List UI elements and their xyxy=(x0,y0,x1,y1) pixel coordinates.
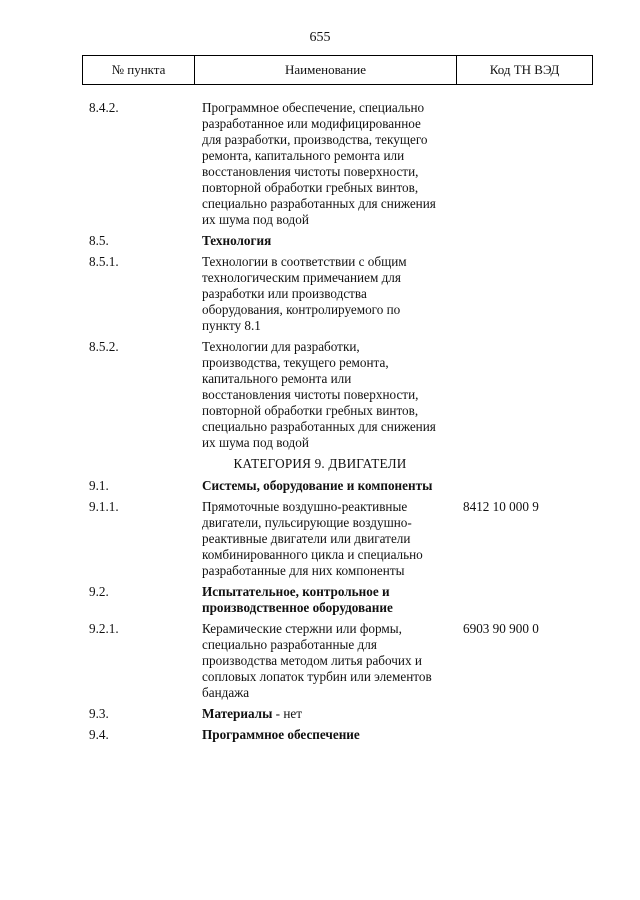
item-name-line: Технологии в соответствии с общим xyxy=(202,254,407,269)
item-name-line: разработки или производства xyxy=(202,286,367,301)
item-number: 9.3. xyxy=(89,706,109,721)
item-name-line: разработанное или модифицированное xyxy=(202,116,421,131)
item-name-line: производства методом литья рабочих и xyxy=(202,653,422,668)
table-body xyxy=(0,100,640,748)
table-row xyxy=(0,100,640,228)
item-name-line: повторной обработки гребных винтов, xyxy=(202,180,419,195)
item-number: 9.4. xyxy=(89,727,109,742)
category-heading: КАТЕГОРИЯ 9. ДВИГАТЕЛИ xyxy=(233,456,407,471)
item-name-line: Системы, оборудование и компоненты xyxy=(202,478,433,493)
item-name-line: их шума под водой xyxy=(202,212,309,227)
item-name xyxy=(202,254,452,334)
item-name xyxy=(202,499,452,579)
item-name xyxy=(202,339,452,451)
item-number: 9.1. xyxy=(89,478,109,493)
table-row xyxy=(0,233,640,249)
header-tn-ved-code: Код ТН ВЭД xyxy=(489,62,560,77)
item-name-line: Технология xyxy=(202,233,272,248)
tn-ved-code: 8412 10 000 9 xyxy=(463,499,539,514)
header-name: Наименование xyxy=(195,56,457,84)
item-name-line: ремонта, капитального ремонта или xyxy=(202,148,405,163)
item-name-line: повторной обработки гребных винтов, xyxy=(202,403,419,418)
table-row xyxy=(0,706,640,722)
page-number: 655 xyxy=(309,30,331,45)
table-row xyxy=(0,254,640,334)
table-row xyxy=(0,584,640,616)
item-name-line: разработанные для них компоненты xyxy=(202,563,405,578)
item-name-line: Технологии для разработки, xyxy=(202,339,360,354)
item-name-line: сопловых лопаток турбин или элементов xyxy=(202,669,432,684)
table-row xyxy=(0,478,640,494)
item-name-line: Программное обеспечение, специально xyxy=(202,100,425,115)
item-name xyxy=(202,621,452,701)
item-number: 8.5.1. xyxy=(89,254,119,269)
table-row xyxy=(0,621,640,701)
item-number: 9.2. xyxy=(89,584,109,599)
table-row xyxy=(0,727,640,743)
item-name-line: восстановления чистоты поверхности, xyxy=(202,387,419,402)
item-name-line: комбинированного цикла и специально xyxy=(202,547,423,562)
item-name xyxy=(202,706,452,722)
item-name-line: Программное обеспечение xyxy=(202,727,360,742)
item-name xyxy=(202,100,452,228)
tn-ved-code: 6903 90 900 0 xyxy=(463,621,539,636)
item-name-line: Прямоточные воздушно-реактивные xyxy=(202,499,408,514)
item-name-line: бандажа xyxy=(202,685,250,700)
item-name-line: Керамические стержни или формы, xyxy=(202,621,402,636)
item-name xyxy=(202,584,452,616)
table-row xyxy=(0,339,640,451)
item-number: 9.2.1. xyxy=(89,621,119,636)
item-name-line: производства, текущего ремонта, xyxy=(202,355,389,370)
table-header xyxy=(82,55,593,85)
table-row xyxy=(0,499,640,579)
item-name xyxy=(202,727,452,743)
item-name-line: для разработки, производства, текущего xyxy=(202,132,428,147)
item-name-line: двигатели, пульсирующие воздушно- xyxy=(202,515,412,530)
item-number: 8.4.2. xyxy=(89,100,119,115)
item-name-line: Испытательное, контрольное и xyxy=(202,584,390,599)
item-name-line: их шума под водой xyxy=(202,435,309,450)
item-name-line: Материалы - нет xyxy=(202,706,303,721)
item-name-line: восстановления чистоты поверхности, xyxy=(202,164,419,179)
item-name-line: специально разработанные для xyxy=(202,637,377,652)
item-number: 8.5.2. xyxy=(89,339,119,354)
item-name-line: специально разработанных для снижения xyxy=(202,196,436,211)
item-name xyxy=(202,478,452,494)
item-name-line: технологическим примечанием для xyxy=(202,270,401,285)
item-number: 9.1.1. xyxy=(89,499,119,514)
item-name-line: пункту 8.1 xyxy=(202,318,261,333)
item-number: 8.5. xyxy=(89,233,109,248)
item-name-suffix: - нет xyxy=(272,706,303,721)
item-name xyxy=(202,233,452,249)
item-name-line: оборудования, контролируемого по xyxy=(202,302,401,317)
header-item-number: № пункта xyxy=(83,56,195,84)
item-name-line: капитального ремонта или xyxy=(202,371,352,386)
item-name-line: реактивные двигатели или двигатели xyxy=(202,531,411,546)
item-name-line: производственное оборудование xyxy=(202,600,393,615)
item-name-line: специально разработанных для снижения xyxy=(202,419,436,434)
